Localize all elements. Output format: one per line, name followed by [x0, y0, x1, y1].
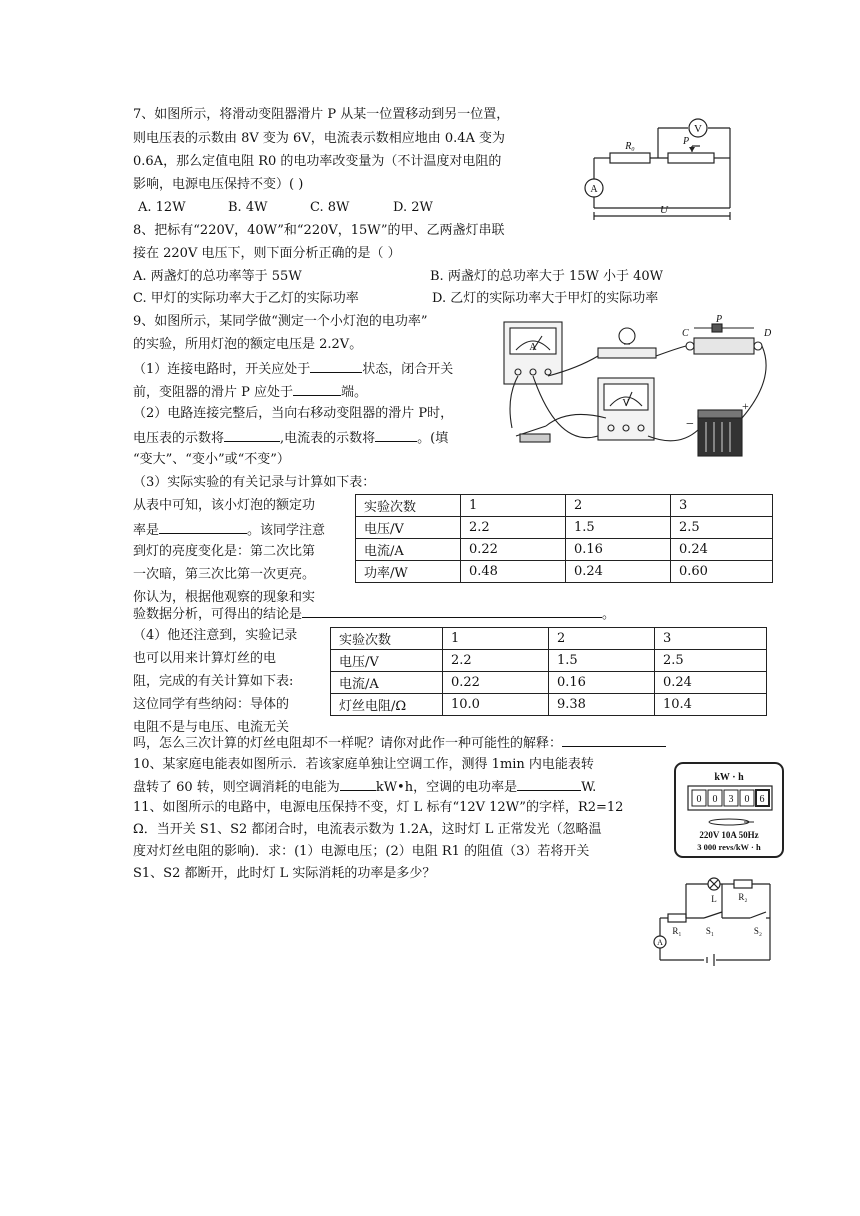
q9-blank-explanation[interactable]	[562, 733, 666, 747]
q9-part-3-line-6: 验数据分析，可得出的结论是 。	[133, 604, 615, 624]
q9-resistance-table	[330, 627, 767, 716]
q10-meter-digit: 0	[744, 794, 750, 805]
table-cell: 0.16	[566, 539, 671, 561]
q11-ammeter-label: A	[657, 938, 663, 947]
table-cell: 电流/A	[331, 672, 443, 694]
table-row	[331, 694, 767, 716]
q11-r1-label: R₁	[672, 926, 682, 936]
q7-circuit-figure	[580, 112, 740, 224]
q11-s1-label: S₁	[705, 926, 715, 936]
q11-line-1: 11、如图所示的电路中，电源电压保持不变，灯 L 标有“12V 12W”的字样，R2=12	[133, 800, 624, 815]
q7-option-a: A. 12W	[138, 200, 186, 215]
q9-terminal-d: D	[764, 328, 772, 339]
q7-line-1: 7、如图所示，将滑动变阻器滑片 P 从某一位置移动到另一位置，	[133, 107, 510, 122]
table-cell: 2	[549, 628, 655, 650]
q8-line-2: 接在 220V 电压下，则下面分析正确的是（ ）	[133, 246, 401, 261]
q8-option-d: D. 乙灯的实际功率大于甲灯的实际功率	[432, 291, 659, 306]
q9-part-4-line-3: 阻，完成的有关计算如下表:	[133, 674, 294, 689]
q11-lamp-label: L	[711, 894, 717, 904]
q7-voltmeter-label: V	[694, 123, 702, 135]
q10-blank-energy[interactable]	[340, 777, 376, 791]
q9-part-2-line-2: 电压表的示数将 ,电流表的示数将 。(填	[133, 428, 448, 448]
q9-part-4-line-2: 也可以用来计算灯丝的电	[133, 651, 277, 666]
table-row	[331, 628, 767, 650]
table-cell: 2.5	[671, 517, 773, 539]
q10-meter-digit: 0	[712, 794, 718, 805]
table-cell: 0.60	[671, 561, 773, 583]
table-cell: 2.5	[655, 650, 767, 672]
table-cell: 1.5	[549, 650, 655, 672]
table-cell: 0.24	[655, 672, 767, 694]
q9-part-4-line-1: （4）他还注意到，实验记录	[133, 628, 298, 643]
q9-blank-rated-power[interactable]	[159, 520, 247, 534]
q8-option-b: B. 两盏灯的总功率大于 15W 小于 40W	[430, 269, 664, 284]
q9-part-3-line-3: 到灯的亮度变化是：第二次比第	[133, 544, 316, 559]
table-row	[356, 495, 773, 517]
q11-circuit-figure	[654, 870, 776, 966]
q9-blank-conclusion[interactable]	[302, 604, 602, 618]
q9-line-2: 的实验，所用灯泡的额定电压是 2.2V。	[133, 337, 363, 352]
q8-option-c: C. 甲灯的实际功率大于乙灯的实际功率	[133, 291, 359, 306]
table-cell: 1	[461, 495, 566, 517]
q9-part-2-hint: “变大”、“变小”或“不变”）	[133, 452, 290, 467]
q9-blank-voltmeter-change[interactable]	[224, 428, 280, 442]
q7-option-d: D. 2W	[393, 200, 433, 215]
q9-part-3-line-2: 率是 。该同学注意	[133, 520, 325, 540]
q9-line-1: 9、如图所示，某同学做“测定一个小灯泡的电功率”	[133, 314, 428, 329]
table-cell: 9.38	[549, 694, 655, 716]
table-row	[331, 672, 767, 694]
q10-electricity-meter	[674, 762, 784, 858]
q9-part-4-line-5: 电阻不是与电压、电流无关	[133, 720, 290, 735]
q7-line-4: 影响，电源电压保持不变）( )	[133, 177, 304, 192]
table-cell: 10.4	[655, 694, 767, 716]
q9-part-4-line-6: 吗，怎么三次计算的灯丝电阻却不一样呢？请你对此作一种可能性的解释：	[133, 733, 666, 753]
q9-voltmeter-label: V	[622, 398, 630, 409]
q11-line-2: Ω．当开关 S1、S2 都闭合时，电流表示数为 1.2A，这时灯 L 正常发光（忽略温	[133, 822, 602, 837]
table-cell: 0.16	[549, 672, 655, 694]
q9-part-1-line-2: 前，变阻器的滑片 P 应处于 端。	[133, 382, 367, 402]
table-cell: 灯丝电阻/Ω	[331, 694, 443, 716]
q9-part-4-line-4: 这位同学有些纳闷：导体的	[133, 697, 290, 712]
q9-ammeter-label: A	[529, 342, 537, 353]
q7-slider-label: P	[682, 136, 690, 147]
table-cell: 1.5	[566, 517, 671, 539]
table-row	[331, 650, 767, 672]
table-cell: 3	[671, 495, 773, 517]
table-cell: 2.2	[461, 517, 566, 539]
q7-line-2: 则电压表的示数由 8V 变为 6V，电流表示数相应地由 0.4A 变为	[133, 131, 506, 146]
table-cell: 实验次数	[331, 628, 443, 650]
q7-resistor-label: R₀	[625, 141, 635, 152]
table-cell: 0.48	[461, 561, 566, 583]
q9-blank-slider-end[interactable]	[293, 382, 341, 396]
q10-meter-digit: 6	[759, 794, 765, 805]
table-cell: 功率/W	[356, 561, 461, 583]
q10-meter-rev: 3 000 revs/kW · h	[697, 842, 761, 852]
q11-s2-label: S₂	[753, 926, 763, 936]
q9-battery-plus: +	[742, 399, 749, 413]
q7-option-c: C. 8W	[310, 200, 350, 215]
q11-line-3: 度对灯丝电阻的影响)．求：(1）电源电压；(2）电阻 R1 的阻值（3）若将开关	[133, 844, 590, 859]
q9-blank-ammeter-change[interactable]	[375, 428, 417, 442]
table-cell: 实验次数	[356, 495, 461, 517]
q9-part-1-line-1: （1）连接电路时，开关应处于 状态，闭合开关	[133, 359, 453, 379]
table-cell: 2.2	[443, 650, 549, 672]
q7-source-label: U	[660, 204, 668, 216]
q9-part-3-line-1: 从表中可知，该小灯泡的额定功	[133, 498, 316, 513]
q10-meter-digit: 3	[728, 794, 734, 805]
q9-part-3-intro: （3）实际实验的有关记录与计算如下表：	[133, 475, 376, 490]
q9-part-3-line-5: 你认为，根据他观察的现象和实	[133, 590, 316, 605]
table-cell: 0.22	[443, 672, 549, 694]
q11-r2-label: R₂	[738, 892, 748, 902]
q9-power-table	[355, 494, 773, 583]
q7-ammeter-label: A	[590, 184, 598, 195]
q11-line-4: S1、S2 都断开，此时灯 L 实际消耗的功率是多少？	[133, 866, 436, 881]
table-cell: 电压/V	[331, 650, 443, 672]
q9-blank-switch-state[interactable]	[310, 359, 362, 373]
table-cell: 电流/A	[356, 539, 461, 561]
table-row	[356, 561, 773, 583]
q9-apparatus-figure	[498, 314, 778, 462]
table-cell: 0.24	[671, 539, 773, 561]
table-row	[356, 539, 773, 561]
table-cell: 电压/V	[356, 517, 461, 539]
table-cell: 10.0	[443, 694, 549, 716]
q7-option-b: B. 4W	[228, 200, 268, 215]
q7-line-3: 0.6A，那么定值电阻 R0 的电功率改变量为（不计温度对电阻的	[133, 154, 502, 169]
table-cell: 0.22	[461, 539, 566, 561]
q8-option-a: A. 两盏灯的总功率等于 55W	[133, 269, 302, 284]
table-cell: 2	[566, 495, 671, 517]
q10-line-2: 盘转了 60 转，则空调消耗的电能为 kW•h，空调的电功率是 W.	[133, 777, 596, 797]
table-cell: 0.24	[566, 561, 671, 583]
q9-battery-minus: −	[686, 417, 694, 432]
q10-meter-unit: kW · h	[714, 772, 744, 783]
q8-line-1: 8、把标有“220V，40W”和“220V，15W”的甲、乙两盏灯串联	[133, 223, 505, 238]
q9-part-2-line-1: （2）电路连接完整后，当向右移动变阻器的滑片 P时，	[133, 406, 454, 421]
q10-line-1: 10、某家庭电能表如图所示．若该家庭单独让空调工作，测得 1min 内电能表转	[133, 757, 594, 772]
table-cell: 1	[443, 628, 549, 650]
q9-slider-label: P	[716, 314, 723, 325]
table-cell: 3	[655, 628, 767, 650]
q10-meter-digit: 0	[696, 794, 702, 805]
q10-meter-spec: 220V 10A 50Hz	[699, 830, 759, 840]
table-row	[356, 517, 773, 539]
q9-part-3-line-4: 一次暗，第三次比第一次更亮。	[133, 567, 316, 582]
q9-terminal-c: C	[682, 328, 689, 339]
q10-blank-power[interactable]	[517, 777, 581, 791]
